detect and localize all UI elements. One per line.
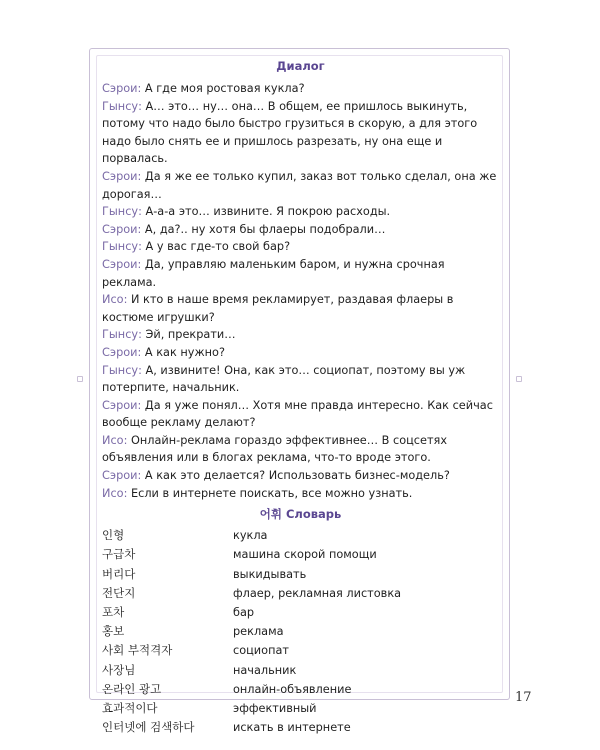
speaker-name: Гынсу: — [102, 205, 142, 219]
vocab-russian: начальник — [233, 663, 297, 677]
dialog-line — [102, 397, 499, 432]
dialog-text: Если в интернете поискать, все можно узнать. — [127, 486, 413, 500]
dialog-list — [102, 80, 499, 502]
vocab-row — [102, 526, 499, 545]
speaker-name: Исо: — [102, 293, 128, 307]
dialog-text: А как нужно? — [141, 345, 225, 359]
vocab-russian: флаер, рекламная листовка — [233, 586, 402, 600]
speaker-name: Гынсу: — [102, 328, 142, 342]
dialog-line — [102, 203, 499, 221]
vocab-korean: 구급차 — [102, 547, 136, 562]
dialog-text: А, извините! Она, как это… социопат, поэтому вы уж потерпите, начальник. — [102, 363, 466, 395]
dialog-line — [102, 238, 499, 256]
vocab-russian: онлайн-объявление — [233, 682, 352, 696]
speaker-name: Сэрои: — [102, 469, 142, 483]
vocab-row — [102, 641, 499, 660]
speaker-name: Сэрои: — [102, 257, 142, 271]
dialog-text: А, да?.. ну хотя бы флаеры подобрали… — [141, 222, 386, 236]
vocab-russian: искать в интернете — [233, 721, 351, 735]
speaker-name: Исо: — [102, 486, 128, 500]
vocab-russian: эффективный — [233, 702, 317, 716]
speaker-name: Гынсу: — [102, 363, 142, 377]
speaker-name: Сэрои: — [102, 345, 142, 359]
vocab-korean: 버리다 — [102, 566, 136, 581]
vocab-list — [102, 526, 499, 737]
vocab-row — [102, 661, 499, 680]
dialog-text: А у вас где-то свой бар? — [141, 240, 291, 254]
vocab-russian: социопат — [233, 644, 289, 658]
dialog-text: А где моя ростовая кукла? — [141, 82, 305, 95]
dialog-text: Да, управляю маленьким баром, и нужна срочная реклама. — [102, 257, 445, 289]
vocab-row — [102, 603, 499, 622]
vocab-russian: кукла — [233, 529, 268, 543]
speaker-name: Сэрои: — [102, 82, 142, 95]
vocab-row — [102, 699, 499, 718]
speaker-name: Сэрои: — [102, 169, 142, 183]
vocab-row — [102, 718, 499, 737]
dialog-line — [102, 485, 499, 503]
dialog-text: Эй, прекрати… — [141, 328, 236, 342]
dialog-line — [102, 326, 499, 344]
speaker-name: Гынсу: — [102, 99, 142, 113]
speaker-name: Исо: — [102, 433, 128, 447]
dialog-text: Да я же ее только купил, заказ вот только сделал, она же дорогая… — [102, 169, 497, 201]
dialog-line — [102, 168, 499, 203]
vocab-korean: 사회 부적격자 — [102, 643, 173, 658]
vocab-russian: реклама — [233, 625, 284, 639]
dialog-line — [102, 344, 499, 362]
vocab-russian: машина скорой помощи — [233, 548, 377, 562]
speaker-name: Гынсу: — [102, 240, 142, 254]
frame-marker-right — [516, 376, 522, 382]
frame-marker-left — [77, 376, 83, 382]
vocab-korean: 효과적이다 — [102, 701, 158, 716]
dialog-line — [102, 467, 499, 485]
vocab-row — [102, 584, 499, 603]
vocab-row — [102, 622, 499, 641]
speaker-name: Сэрои: — [102, 398, 142, 412]
speaker-name: Сэрои: — [102, 222, 142, 236]
dialog-text: И кто в наше время рекламирует, раздавая флаеры в костюме игрушки? — [102, 293, 454, 324]
dialog-text: А… это… ну… она… В общем, ее пришлось выкинуть, потому что надо было быстро грузиться в скорую, а для этого надо было снять ее и пришлось разрезать, ну она еще и порвалась. — [102, 99, 478, 166]
dialog-line — [102, 98, 499, 168]
dialog-line — [102, 256, 499, 291]
dialog-text: А-а-а это… извините. Я покрою расходы. — [141, 205, 391, 219]
vocab-russian: выкидывать — [233, 567, 307, 581]
dialog-text: А как это делается? Использовать бизнес-модель? — [141, 469, 450, 483]
dialog-title: Диалог — [276, 59, 325, 73]
dialog-line — [102, 221, 499, 239]
vocab-row — [102, 565, 499, 584]
dialog-line — [102, 432, 499, 467]
vocab-korean: 온라인 광고 — [102, 681, 162, 696]
vocab-korean: 인형 — [102, 528, 125, 543]
vocab-row — [102, 545, 499, 564]
dialog-line — [102, 291, 499, 326]
page-content — [102, 54, 499, 737]
vocab-row — [102, 680, 499, 699]
vocab-korean: 홍보 — [102, 624, 125, 639]
vocab-korean: 사장님 — [102, 662, 136, 677]
page-number: 17 — [515, 690, 532, 705]
vocab-korean: 전단지 — [102, 585, 136, 600]
dialog-line — [102, 80, 499, 98]
vocab-title: 어휘 Словарь — [259, 507, 342, 522]
vocab-russian: бар — [233, 606, 255, 620]
vocab-korean: 포차 — [102, 605, 125, 620]
vocab-korean: 인터넷에 검색하다 — [102, 720, 195, 735]
dialog-text: Онлайн-реклама гораздо эффективнее… В соцсетях объявления или в блогах реклама, что-то вроде этого. — [102, 433, 448, 465]
dialog-line — [102, 362, 499, 397]
dialog-text: Да я уже понял… Хотя мне правда интересно. Как сейчас вообще рекламу делают? — [102, 398, 493, 430]
